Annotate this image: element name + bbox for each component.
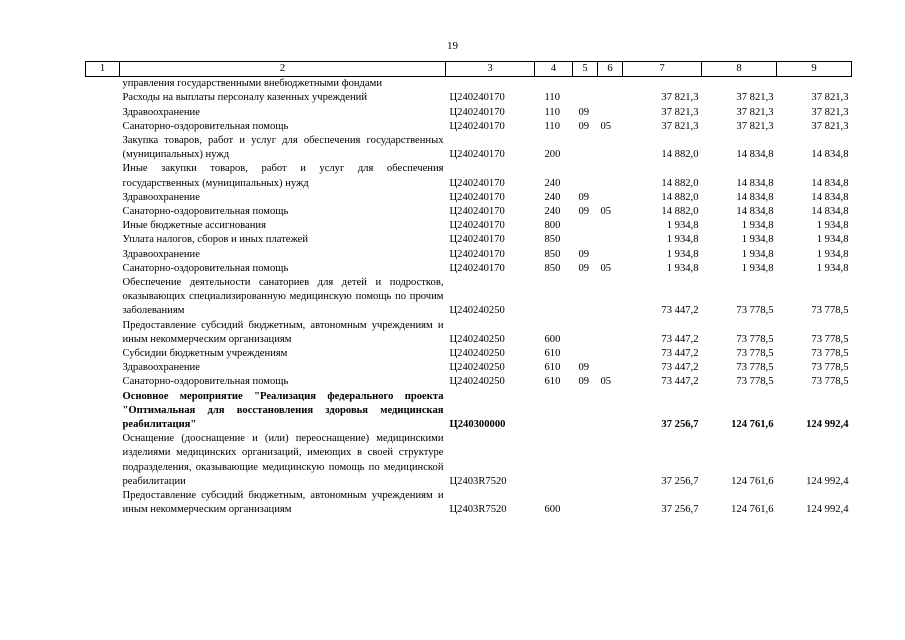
- row-expense-type: 110: [544, 120, 560, 132]
- row-expense-type: 600: [544, 333, 561, 345]
- row-expense-type: 610: [544, 362, 561, 374]
- row-value-3: 124 992,4: [806, 419, 849, 431]
- row-section: [573, 134, 598, 162]
- row-number-cell: [86, 106, 120, 120]
- row-expense-type: [535, 276, 573, 319]
- row-value-1: 73 447,2: [661, 376, 699, 388]
- header-cell: 8: [702, 62, 777, 77]
- row-value-2: 1 934,8: [741, 248, 774, 260]
- row-value-3: 37 821,3: [811, 120, 849, 132]
- row-number-cell: [86, 191, 120, 205]
- row-expense-type: 200: [544, 149, 561, 161]
- header-cell: 1: [86, 62, 120, 77]
- row-expense-type: [535, 77, 573, 92]
- row-number-cell: [86, 120, 120, 134]
- row-subsection: [598, 319, 623, 347]
- table-row: [86, 162, 852, 190]
- row-number-cell: [86, 205, 120, 219]
- header-cell: 9: [777, 62, 852, 77]
- row-section: [573, 347, 598, 361]
- row-value-1: 37 821,3: [661, 106, 699, 118]
- header-cell: 3: [446, 62, 535, 77]
- row-number-cell: [86, 361, 120, 375]
- row-section: 09: [578, 362, 590, 374]
- row-value-2: 1 934,8: [741, 262, 774, 274]
- table-row: [86, 77, 852, 92]
- row-expense-type: 600: [544, 504, 561, 516]
- row-value-2: 73 778,5: [736, 333, 774, 345]
- row-name: Санаторно-оздоровительная помощь: [122, 120, 289, 132]
- row-value-2: 73 778,5: [736, 305, 774, 317]
- row-section: [573, 77, 598, 92]
- row-number-cell: [86, 134, 120, 162]
- row-expense-type: 800: [544, 220, 561, 232]
- row-subsection: [598, 134, 623, 162]
- header-cell: 2: [120, 62, 446, 77]
- row-subsection: [598, 77, 623, 92]
- row-value-1: 14 882,0: [661, 177, 699, 189]
- row-value-1: 1 934,8: [666, 248, 699, 260]
- row-value-3: 73 778,5: [811, 305, 849, 317]
- row-value-1: 73 447,2: [661, 305, 699, 317]
- row-value-3: 14 834,8: [811, 149, 849, 161]
- row-number-cell: [86, 77, 120, 92]
- row-value-2: [702, 77, 777, 92]
- row-value-1: 1 934,8: [666, 262, 699, 274]
- table-row: [86, 276, 852, 319]
- row-expense-type: [535, 390, 573, 433]
- row-value-2: 14 834,8: [736, 206, 774, 218]
- row-code: Ц240240250: [449, 305, 505, 317]
- page-number: 19: [447, 40, 458, 52]
- row-subsection: [598, 489, 623, 517]
- row-name: Субсидии бюджетным учреждениям: [122, 348, 288, 360]
- row-name: управления государственными внебюджетными фондами: [122, 78, 382, 90]
- row-number-cell: [86, 233, 120, 247]
- row-expense-type: 850: [544, 248, 561, 260]
- row-subsection: [598, 432, 623, 489]
- row-number-cell: [86, 347, 120, 361]
- table-row: [86, 91, 852, 105]
- table-body: [86, 77, 852, 518]
- row-value-1: 14 882,0: [661, 149, 699, 161]
- row-code: Ц240240250: [449, 333, 505, 345]
- row-value-2: 14 834,8: [736, 149, 774, 161]
- row-value-3: 1 934,8: [816, 262, 849, 274]
- row-value-3: 124 992,4: [806, 504, 849, 516]
- row-expense-type: 850: [544, 262, 561, 274]
- row-section: [573, 489, 598, 517]
- row-code: Ц240300000: [449, 419, 506, 431]
- row-number-cell: [86, 219, 120, 233]
- row-number-cell: [86, 276, 120, 319]
- row-value-3: 1 934,8: [816, 248, 849, 260]
- row-code: [446, 77, 535, 92]
- row-value-2: 124 761,6: [731, 504, 774, 516]
- table-row: [86, 120, 852, 134]
- row-code: Ц240240170: [449, 234, 505, 246]
- row-expense-type: 850: [544, 234, 561, 246]
- row-value-1: 14 882,0: [661, 191, 699, 203]
- row-code: Ц240240170: [449, 248, 505, 260]
- table-row: [86, 319, 852, 347]
- row-code: Ц240240170: [449, 120, 505, 132]
- row-value-1: 14 882,0: [661, 206, 699, 218]
- table-row: [86, 347, 852, 361]
- row-value-1: 37 256,7: [661, 419, 699, 431]
- row-value-3: 37 821,3: [811, 92, 849, 104]
- row-value-2: 124 761,6: [731, 475, 774, 487]
- row-expense-type: [535, 432, 573, 489]
- row-subsection: [598, 390, 623, 433]
- row-subsection: [598, 347, 623, 361]
- row-value-3: 1 934,8: [816, 220, 849, 232]
- row-subsection: [598, 233, 623, 247]
- row-name: Здравоохранение: [122, 362, 200, 374]
- row-value-1: 73 447,2: [661, 348, 699, 360]
- row-value-3: 73 778,5: [811, 348, 849, 360]
- row-subsection: 05: [600, 206, 612, 218]
- row-subsection: [598, 248, 623, 262]
- row-value-3: 14 834,8: [811, 191, 849, 203]
- row-code: Ц240240170: [449, 149, 505, 161]
- table-row: [86, 489, 852, 517]
- row-expense-type: 110: [544, 106, 560, 118]
- row-expense-type: 110: [544, 92, 560, 104]
- row-name: Расходы на выплаты персоналу казенных учреждений: [122, 92, 367, 104]
- row-section: [573, 219, 598, 233]
- row-section: 09: [578, 206, 590, 218]
- row-value-1: 37 821,3: [661, 92, 699, 104]
- table-row: [86, 262, 852, 276]
- row-section: 09: [578, 248, 590, 260]
- table-row: [86, 233, 852, 247]
- row-value-1: 1 934,8: [666, 220, 699, 232]
- row-number-cell: [86, 390, 120, 433]
- row-code: Ц240240250: [449, 362, 505, 374]
- row-name: Закупка товаров, работ и услуг для обеспечения государственных (муниципальных) нужд: [122, 135, 444, 161]
- row-section: 09: [578, 191, 590, 203]
- row-section: [573, 319, 598, 347]
- row-subsection: [598, 106, 623, 120]
- row-name: Санаторно-оздоровительная помощь: [122, 376, 289, 388]
- row-section: 09: [578, 106, 590, 118]
- row-section: [573, 432, 598, 489]
- row-number-cell: [86, 432, 120, 489]
- row-value-1: 37 256,7: [661, 504, 699, 516]
- row-number-cell: [86, 162, 120, 190]
- row-expense-type: 240: [544, 191, 561, 203]
- row-section: [573, 233, 598, 247]
- row-value-2: 37 821,3: [736, 106, 774, 118]
- row-name: Обеспечение деятельности санаториев для детей и подростков, оказывающих специализированную медицинскую помощь по прочим заболеваниям: [122, 277, 444, 317]
- table-row: [86, 191, 852, 205]
- row-value-2: 37 821,3: [736, 120, 774, 132]
- row-value-1: 37 821,3: [661, 120, 699, 132]
- table-row: [86, 361, 852, 375]
- row-section: [573, 276, 598, 319]
- budget-table: [85, 61, 852, 518]
- header-cell: 6: [598, 62, 623, 77]
- row-name: Здравоохранение: [122, 248, 200, 260]
- row-section: 09: [578, 376, 590, 388]
- row-value-3: [777, 77, 852, 92]
- row-subsection: [598, 219, 623, 233]
- table-row: [86, 375, 852, 389]
- row-value-2: 14 834,8: [736, 191, 774, 203]
- row-section: [573, 162, 598, 190]
- row-value-3: 14 834,8: [811, 177, 849, 189]
- row-name: Здравоохранение: [122, 191, 200, 203]
- row-number-cell: [86, 91, 120, 105]
- row-subsection: 05: [600, 262, 612, 274]
- row-name: Санаторно-оздоровительная помощь: [122, 206, 289, 218]
- row-code: Ц240240170: [449, 220, 505, 232]
- row-code: Ц240240170: [449, 206, 505, 218]
- row-value-2: 14 834,8: [736, 177, 774, 189]
- row-code: Ц240240250: [449, 348, 505, 360]
- row-number-cell: [86, 248, 120, 262]
- row-section: 09: [578, 120, 590, 132]
- row-code: Ц240240170: [449, 262, 505, 274]
- row-name: Санаторно-оздоровительная помощь: [122, 262, 289, 274]
- table-row: [86, 219, 852, 233]
- row-value-2: 73 778,5: [736, 348, 774, 360]
- row-number-cell: [86, 319, 120, 347]
- header-row: [86, 62, 852, 77]
- row-value-2: 1 934,8: [741, 234, 774, 246]
- row-value-3: 73 778,5: [811, 362, 849, 374]
- row-name: Иные закупки товаров, работ и услуг для обеспечения государственных (муниципальных) нужд: [122, 163, 444, 189]
- row-value-3: 14 834,8: [811, 206, 849, 218]
- row-name: Уплата налогов, сборов и иных платежей: [122, 234, 309, 246]
- row-value-1: 73 447,2: [661, 362, 699, 374]
- header-cell: 5: [573, 62, 598, 77]
- row-value-2: 1 934,8: [741, 220, 774, 232]
- row-name: Предоставление субсидий бюджетным, автономным учреждениям и иным некоммерческим организациям: [122, 319, 444, 345]
- row-section: 09: [578, 262, 590, 274]
- row-code: Ц240240170: [449, 92, 505, 104]
- row-name: Здравоохранение: [122, 106, 200, 118]
- row-subsection: [598, 276, 623, 319]
- row-number-cell: [86, 489, 120, 517]
- table-row: [86, 134, 852, 162]
- row-value-3: 73 778,5: [811, 376, 849, 388]
- row-value-3: 1 934,8: [816, 234, 849, 246]
- row-value-1: 73 447,2: [661, 333, 699, 345]
- row-code: Ц240240170: [449, 106, 505, 118]
- row-value-1: 1 934,8: [666, 234, 699, 246]
- row-expense-type: 240: [544, 206, 561, 218]
- row-value-1: 37 256,7: [661, 475, 699, 487]
- row-value-1: [623, 77, 702, 92]
- row-value-3: 73 778,5: [811, 333, 849, 345]
- row-value-2: 73 778,5: [736, 362, 774, 374]
- table-row: [86, 390, 852, 433]
- row-value-3: 37 821,3: [811, 106, 849, 118]
- table-row: [86, 432, 852, 489]
- row-name: Основное мероприятие "Реализация федерального проекта "Оптимальная для восстановления здоровья медицинская реабилитация": [122, 390, 444, 431]
- row-value-3: 124 992,4: [806, 475, 849, 487]
- header-cell: 4: [535, 62, 573, 77]
- row-number-cell: [86, 262, 120, 276]
- row-subsection: 05: [600, 376, 612, 388]
- row-code: Ц2403R7520: [449, 504, 507, 516]
- row-value-2: 37 821,3: [736, 92, 774, 104]
- row-code: Ц240240170: [449, 191, 505, 203]
- row-subsection: [598, 162, 623, 190]
- row-code: Ц2403R7520: [449, 475, 507, 487]
- row-name: Предоставление субсидий бюджетным, автономным учреждениям и иным некоммерческим организациям: [122, 490, 444, 516]
- row-code: Ц240240170: [449, 177, 505, 189]
- row-expense-type: 610: [544, 348, 561, 360]
- row-section: [573, 91, 598, 105]
- row-code: Ц240240250: [449, 376, 505, 388]
- table-row: [86, 248, 852, 262]
- row-expense-type: 240: [544, 177, 561, 189]
- row-subsection: [598, 361, 623, 375]
- row-subsection: 05: [600, 120, 612, 132]
- table-row: [86, 106, 852, 120]
- table-row: [86, 205, 852, 219]
- row-subsection: [598, 191, 623, 205]
- header-cell: 7: [623, 62, 702, 77]
- row-number-cell: [86, 375, 120, 389]
- row-value-2: 124 761,6: [731, 419, 774, 431]
- row-subsection: [598, 91, 623, 105]
- row-value-2: 73 778,5: [736, 376, 774, 388]
- row-section: [573, 390, 598, 433]
- row-name: Оснащение (дооснащение и (или) переоснащение) медицинскими изделиями медицинских организаций, имеющих в своей структуре подразделения, оказывающие медицинскую помощь по медицинской реабилитации: [122, 433, 444, 487]
- row-name: Иные бюджетные ассигнования: [122, 220, 266, 232]
- row-expense-type: 610: [544, 376, 561, 388]
